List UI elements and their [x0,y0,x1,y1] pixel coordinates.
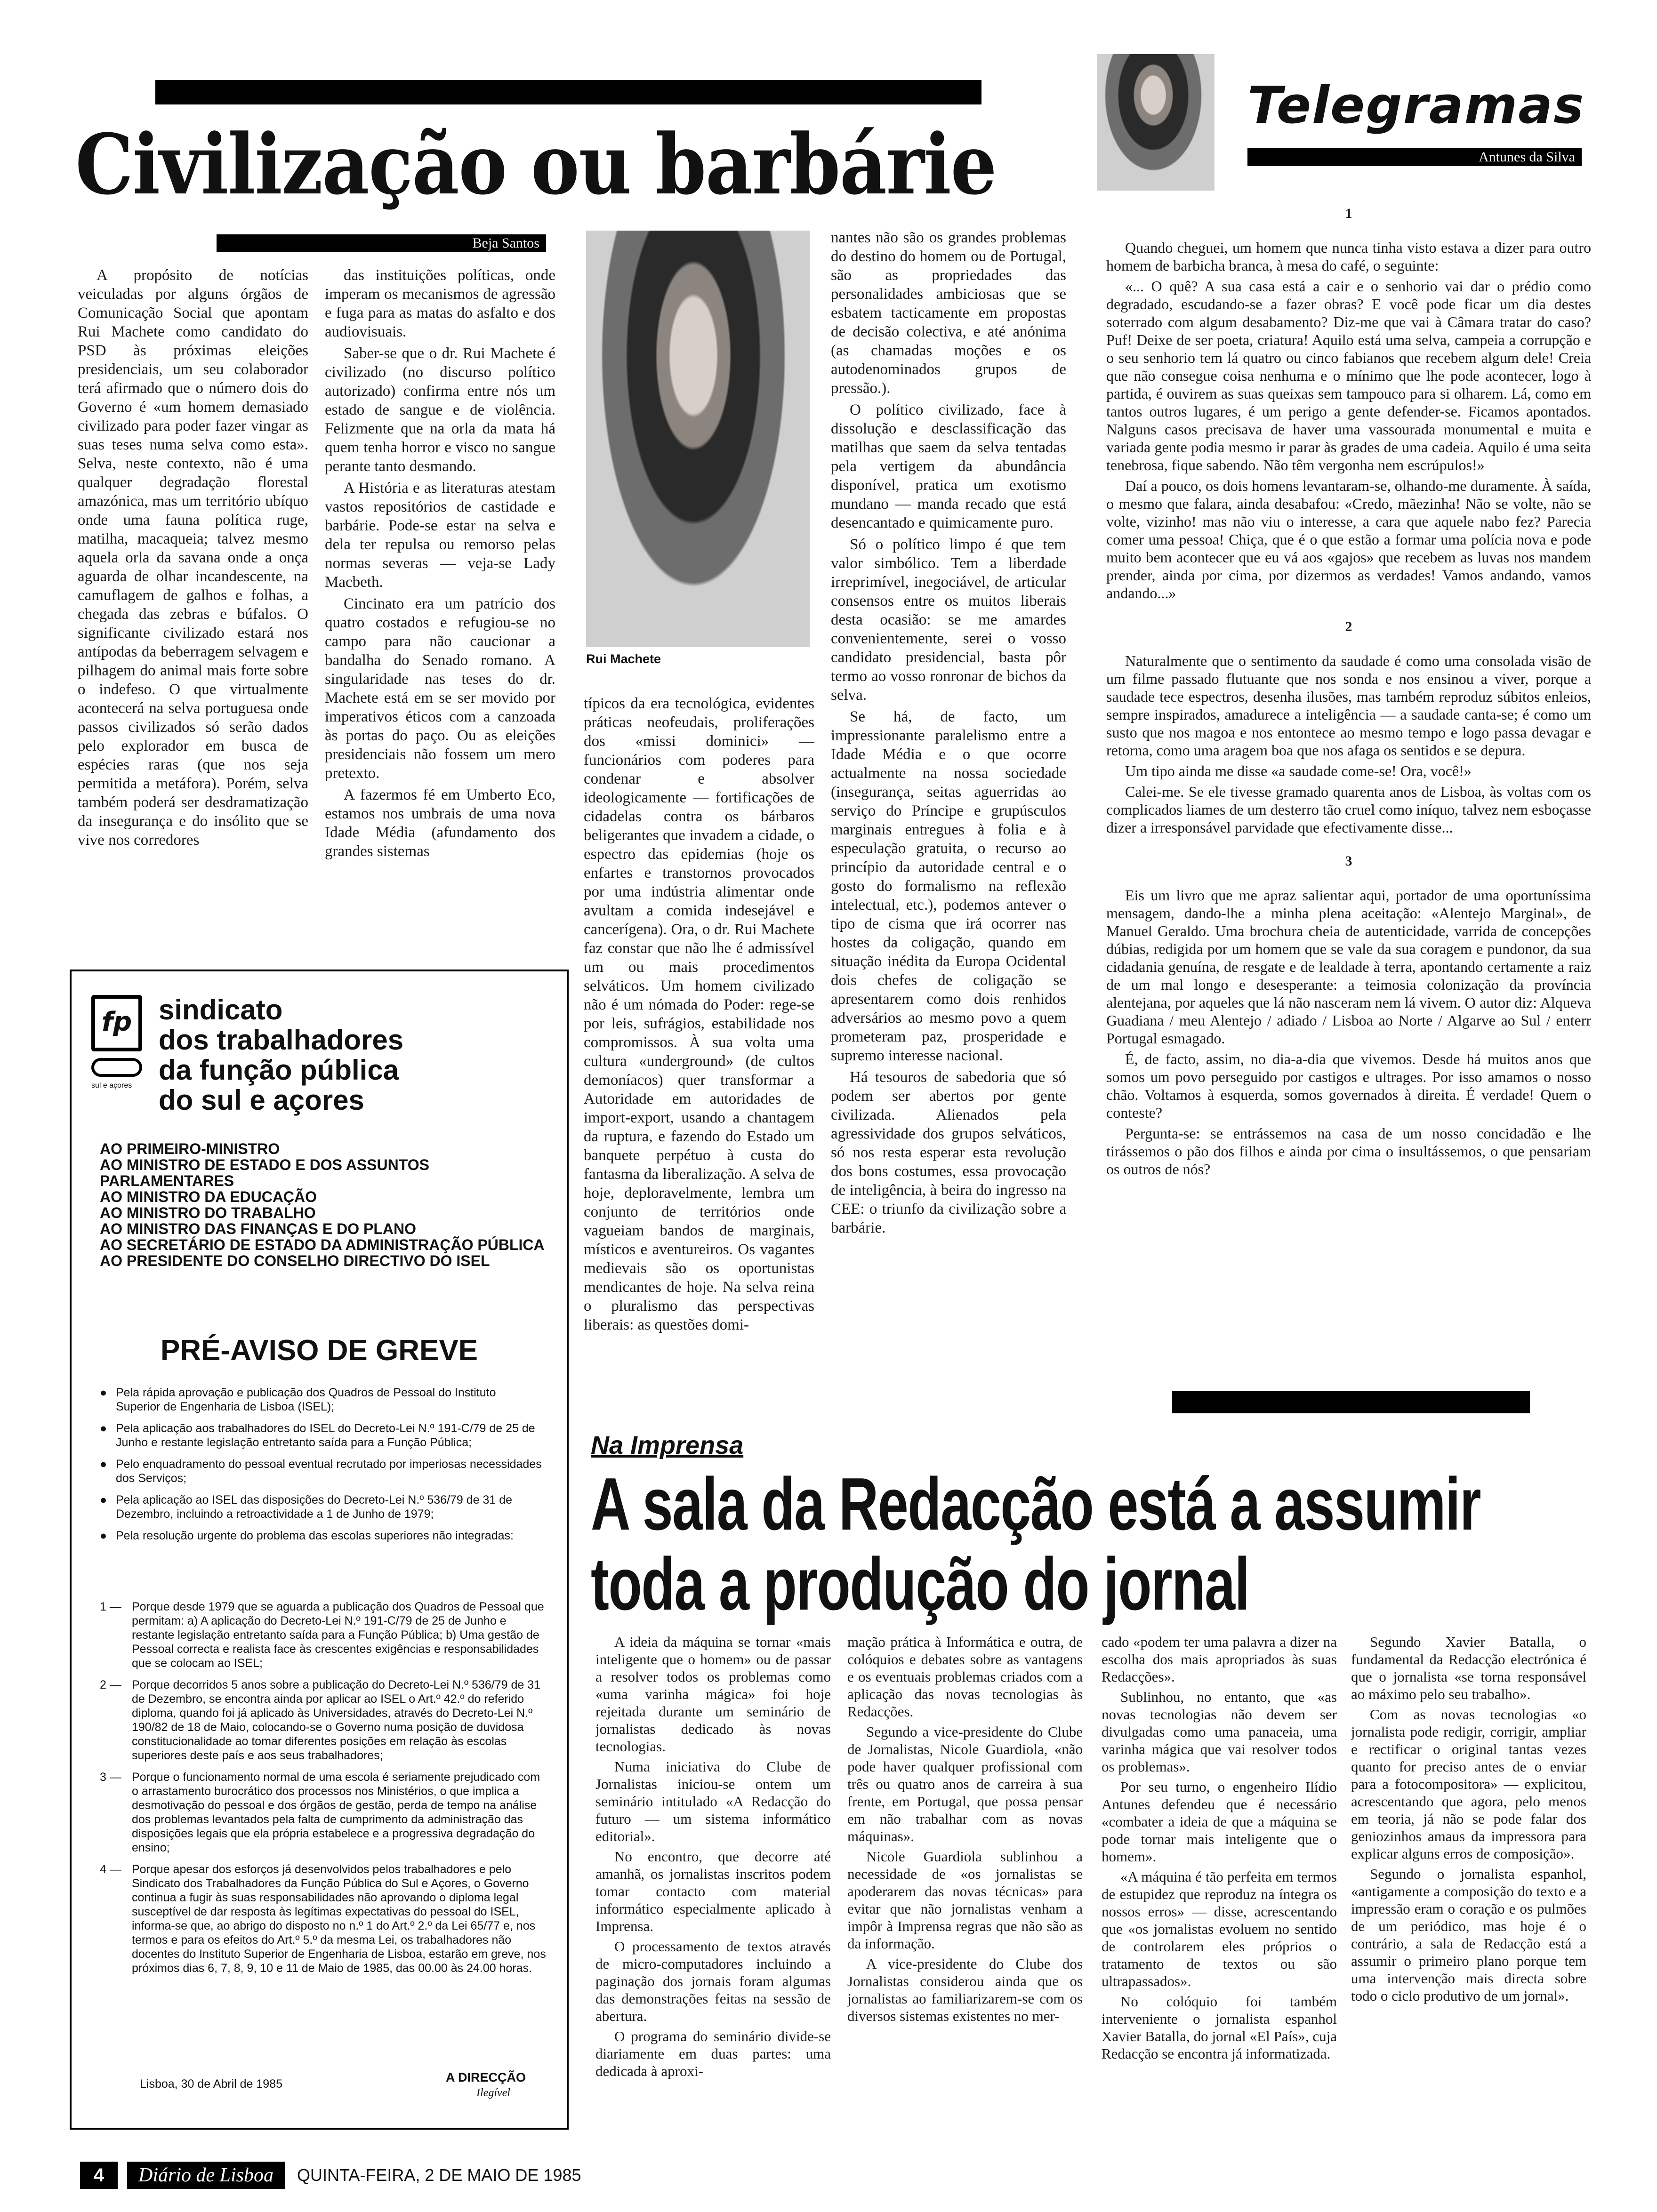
paragraph: Numa iniciativa do Clube de Jornalistas iniciou-se ontem um seminário intitulado «A Redacção do futuro — um sistema informático editorial». [595,1758,831,1844]
imprensa-headline-line-2: toda a produção do jornal [591,1543,1249,1626]
union-name [159,995,403,1115]
paragraph: das instituições políticas, onde imperam os mecanismos de agressão e fuga para as matas do asfalto e dos audiovisuais. [325,267,555,340]
page-footer [80,2160,1586,2190]
paragraph: Cincinato era um patrício dos quatro costados e refugiou-se no campo para não caucionar a bandalha do Senado romano. A singularidade nas teses do dr. Machete está em se ser movido por imperativos éticos com a canzoada às portas do paço. Ou as eleições presidenciais não fossem um mero pretexto. [325,595,555,782]
imprensa-headline-line-1: A sala da Redacção está a assumir [591,1463,1481,1546]
paragraph: Nicole Guardiola sublinhou a necessidade de «os jornalistas se apoderarem das novas técnicas» para evitar que não jornalistas venham a impôr à Imprensa regras que não são as da informação. [847,1848,1083,1952]
paragraph: cado «podem ter uma palavra a dizer na escolha dos mais apropriados às suas Redacções». [1102,1634,1337,1685]
reason-item: 3 — Porque o funcionamento normal de uma escola é seriamente prejudicado com o arrastamento burocrático dos processos nos Ministérios, o que implica a desmotivação do pessoal e dos órgãos de gestão, perda de tempo na análise dos problemas levantados pela falta de cumprimento da administração das disposições legais que ela própria estabelece e a progressiva degradação do ensino; [100,1771,540,1854]
bullet-item: ● Pela aplicação ao ISEL das disposições do Decreto-Lei N.º 536/79 de 31 de Dezembro, incluindo a retroactividade a 1 de Junho de 1979; [100,1493,513,1521]
telegramas-title: Telegramas [1247,76,1585,135]
masthead: Diário de Lisboa [127,2162,285,2189]
paragraph: Calei-me. Se ele tivesse gramado quarenta anos de Lisboa, às voltas com os complicados liames de um desterro tão cruel como iníquo, talvez nem esboçasse dizer a irresponsável parvidade que efectivamente disse... [1106,783,1591,836]
bullet-item: ● Pela rápida aprovação e publicação dos Quadros de Pessoal do Instituto Superior de Engenharia de Lisboa (ISEL); [100,1386,496,1413]
main-headline: Civilização ou barbárie [75,116,997,213]
main-byline: Beja Santos [217,234,546,252]
signature-note: Ilegível [476,2087,510,2099]
fp-logo-icon: fp [91,995,142,1051]
recipient: AO MINISTRO DA EDUCAÇÃO [100,1188,317,1205]
union-name-line: da função pública [159,1054,399,1086]
paragraph: Por seu turno, o engenheiro Ilídio Antunes defendeu que é necessário «combater a ideia de que a máquina se pode tornar mais inteligente que o homem». [1102,1779,1337,1865]
bullet-item: ● Pela resolução urgente do problema das escolas superiores não integradas: [100,1529,514,1542]
paragraph: Se há, de facto, um impressionante paralelismo entre a Idade Média e o que ocorre actualmente na nossa sociedade (insegurança, seitas aguerridas ao serviço do Príncipe e grupúsculos marginais entregues à folia e à especulação gratuita, o recurso ao princípio da autoridade central e o gosto do formalismo na reflexão intelectual, etc.), podemos antever o tipo de cisma que irá ocorrer nas hostes da coligação, quando em situação inédita da Europa Ocidental dois chefes de coligação se apresentarem como dois renhidos adversários ao mesmo povo a quem prometeram paz, prosperidade e supremo interesse nacional. [831,708,1066,1064]
paragraph: Com as novas tecnologias «o jornalista pode redigir, corrigir, ampliar e rectificar o original tantas vezes quanto for preciso antes de o enviar para a fotocompositora» — explicitou, acrescentando que agora, pelo menos em teoria, já não se pode falar dos geniozinhos amaus da impressora para explicar alguns erros de composição». [1351,1706,1586,1862]
logo-subtitle: sul e açores [91,1082,132,1090]
paragraph: típicos da era tecnológica, evidentes práticas neofeudais, proliferações dos «missi dominici» — funcionários com poderes para condenar e absolver ideologicamente — fortificações de cidadelas contra os bárbaros beligerantes que invadem a cidade, o espectro das epidemias (hoje os enfartes e transtornos provocados por uma indústria alimentar onde avultam a comida indesejável e cancerígena). Ora, o dr. Rui Machete faz constar que não lhe é admissível um ou mais procedimentos selváticos. Um homem civilizado não é um nómada do Poder: rege-se por leis, sufrágios, estabilidade nos compromissos. À sua volta uma cultura «underground» (de cultos demoníacos) quer transformar a Autoridade em autoridades de import-export, usando a chantagem da ruptura, e fazendo do Estado um banquete perpétuo à custa do fantasma da liberalização. A selva de hoje, deploravelmente, lembra um conjunto de territórios onde vagueiam bandos de marginais, místicos e aventureiros. Os vagantes medievais são os oportunistas mendicantes de hoje. Na selva reina o pluralismo das perspectivas liberais: as questões domi- [584,695,814,1333]
page-number: 4 [80,2162,118,2189]
paragraph: nantes não são os grandes problemas do destino do homem ou de Portugal, são as propriedades das personalidades ambiciosas que se esbatem tacticamente em propostas de decisão colectiva, e até anónima (as chamadas moções e os autodenominados grupos de pressão.). [831,229,1066,397]
paragraph: O programa do seminário divide-se diariamente em duas partes: uma dedicada à aproxi- [595,2028,831,2079]
paragraph: É, de facto, assim, no dia-a-dia que vivemos. Desde há muitos anos que somos um povo perseguido por castigos e ultrages. Por isso amamos o nosso chão. Voltamos à esquerda, somos governados à direita. É verdade! Quem o conteste? [1106,1050,1591,1121]
paragraph: A propósito de notícias veiculadas por alguns órgãos de Comunicação Social que apontam Rui Machete como candidato do PSD às próximas eleições presidenciais, um seu colaborador terá afirmado que o número dois do Governo é «um homem demasiado civilizado para poder fazer vingar as suas teses numa selva como esta». Selva, neste contexto, não é uma qualquer degradação florestal amazónica, mas um território ubíquo onde uma fauna política ruge, matilha, macaqueia; talvez mesmo aquela orla da savana onde a onça aguarda de olhar incandescente, na camuflagem de galhos e folhas, a chegada das zebras e búfalos. O significante civilizado estará nos antípodas da beberragem selvagem e pilhagem do animal mais forte sobre o indefeso. O que virtualmente acontecerá na selva portuguesa onde passos civilizados só serão dados pelo explorador em busca de espécies raras (que nos seja permitida a metáfora). Porém, selva também poderá ser desdramatização da insegurança e do insólito que se vive nos corredores [78,267,308,849]
paragraph: A História e as literaturas atestam vastos repositórios de castidade e barbárie. Pode-se estar na selva e dela ter repulsa ou remorso pelas normas severas — veja-se Lady Macbeth. [325,480,555,591]
imprensa-col-1 [595,1633,831,2127]
section-kicker: Na Imprensa [591,1431,744,1459]
photo-caption: Rui Machete [586,652,661,666]
numbered-reasons [100,1600,547,1983]
strike-notice-box [70,970,569,2130]
paragraph: Só o político limpo é que tem valor simbólico. Tem a liberdade irreprimível, inegociável, de articular consensos entre os muitos liberais desta ocasião: se me amardes convenientemente, serei o vosso candidato presidencial, basta pôr termo ao vosso ronronar de bichos da selva. [831,536,1066,704]
paragraph: Naturalmente que o sentimento da saudade é como uma consolada visão de um filme passado flutuante que nos sonda e nos ensinou a viver, porque a saudade tece espectros, desenha ilusões, mas também reproduz súbitos enleios, sempre inspirados, amadurece a inteligência — a saudade canta-se; é como um susto que nos magoa e nos entontece ao mesmo tempo e logo passa devagar e retorna, como uma aragem boa que nos afaga os sentidos e se depura. [1106,652,1591,759]
paragraph: Pergunta-se: se entrássemos na casa de um nosso concidadão e lhe tirássemos o pão dos filhos e ainda por cima o insultássemos, o que pensariam os outros de nós? [1106,1125,1591,1178]
telegramas-end-rule [1172,1391,1530,1413]
antunes-silva-photo [1097,54,1215,191]
section-number: 3 [1345,853,1352,869]
paragraph: Daí a pouco, os dois homens levantaram-se, olhando-me duramente. À saída, o mesmo que falara, ainda desabafou: «Credo, mãezinha! Não se volte, não se volte, vizinho! mas não viu o interesse, a cara que aquele nabo fez? Parecia comer uma pessoa! Chiça, que é o que estão a formar uma polícia nova e pode muito bem acontecer que eu vá aos «gajos» que recebem as luvas nos mandem prender, ainda por cima, por dizermos as verdades! Vamos andando, vamos andando...» [1106,477,1591,601]
main-col-2 [325,266,555,939]
union-name-line: sindicato [159,994,283,1026]
paragraph: Eis um livro que me apraz salientar aqui, portador de uma oportuníssima mensagem, dando-lhe a minha plena aceitação: «Alentejo Marginal», de Manuel Geraldo. Uma brochura cheia de autenticidade, varrida de concepções dúbias, redigida por um homem que se vale da sua coragem e pundonor, da sua cidadania genuína, de resgate e de lealdade à terra, apontando certamente a raiz de um mal longo e desesperante: a teimosia colonização da província alentejana, por aqueles que lá não nasceram nem lá vivem. O autor diz: Alqueva Guadiana / meu Alentejo / adiado / Lisboa ao Norte / Algarve ao Sul / enterr Portugal esmagado. [1106,887,1591,1047]
chain-emblem-icon [91,1058,142,1077]
telegramas-body [1106,205,1591,1391]
paragraph: No encontro, que decorre até amanhã, os jornalistas inscritos podem tomar contacto com material informático especialmente aplicado à Imprensa. [595,1848,831,1934]
telegramas-byline: Antunes da Silva [1247,148,1582,166]
recipient: AO MINISTRO DO TRABALHO [100,1204,316,1221]
recipient: AO MINISTRO DAS FINANÇAS E DO PLANO [100,1220,417,1237]
paragraph: A fazermos fé em Umberto Eco, estamos nos umbrais de uma nova Idade Média (afundamento dos grandes sistemas [325,786,555,860]
imprensa-col-2 [847,1633,1083,2127]
notice-bullets [100,1386,542,1550]
paragraph: Segundo o jornalista espanhol, «antigamente a composição do texto e a impressão eram o coração e os pulmões de um periódico, mas hoje é o contrário, a sala de Redacção está a assumir o primeiro plano porque tem uma intervenção mais directa sobre todo o ciclo produtivo de um jornal». [1351,1866,1586,2004]
paragraph: «A máquina é tão perfeita em termos de estupidez que reproduz na íntegra os nossos erros» — disse, acrescentando que «os jornalistas evoluem no sentido de controlarem eles próprios o tratamento de textos ou são ultrapassados». [1102,1868,1337,1989]
main-col-4 [831,228,1066,1414]
bullet-item: ● Pela aplicação aos trabalhadores do ISEL do Decreto-Lei N.º 191-C/79 de 25 de Junho e restante legislação entretanto saída para a Função Pública; [100,1422,535,1449]
bullet-item: ● Pelo enquadramento do pessoal eventual recrutado por imperiosas necessidades dos Serviços; [100,1458,542,1485]
rui-machete-photo [586,231,810,647]
reason-item: 1 — Porque desde 1979 que se aguarda a publicação dos Quadros de Pessoal que permitam: a) A aplicação do Decreto-Lei N.º 191-C/79 de 25 de Junho e restante legislação entretanto saída para a Função Pública; b) Uma gestão de Pessoal correcta e realista face às crescentes exigências e responsabilidades que se colocam ao ISEL; [100,1600,544,1670]
paragraph: Sublinhou, no entanto, que «as novas tecnologias não devem ser divulgadas como uma panaceia, uma varinha mágica que vai resolver todos os problemas». [1102,1689,1337,1775]
recipient: AO SECRETÁRIO DE ESTADO DA ADMINISTRAÇÃO PÚBLICA [100,1236,545,1253]
paragraph: «... O quê? A sua casa está a cair e o senhorio vai dar o prédio como degradado, escudando-se a fazer obras? E você pode ficar um dia destes soterrado com algum desabamento? Diz-me que vai à Câmara tratar do caso? Puf! Deixe de ser poeta, criatura! Aquilo está uma selva, campeia a corrupção e o seu senhorio tem lá quatro ou cinco fabianos que recebem algum dele! Creia que não consegue coisa nenhuma e o mínimo que lhe pode acontecer, logo à partida, é ouvirem as suas queixas sem tampouco para si olharem. Lá, como em tantos outros lugares, é um perigo a gente defender-se. Ficamos apontados. Nalguns casos precisava de haver uma vassourada monumental e muita e variada gente podia mesmo ir parar às grades de uma cadeia. Aquilo é uma seita tenebrosa, fique sabendo. Não têm vergonha nem escrúpulos!» [1106,278,1591,473]
paragraph: Saber-se que o dr. Rui Machete é civilizado (no discurso político autorizado) confirma entre nós um estado de sangue e de violência. Felizmente que na orla da mata há quem tenha horror e visco no sangue perante tanto desmando. [325,345,555,475]
recipient: AO PRESIDENTE DO CONSELHO DIRECTIVO DO ISEL [100,1252,490,1269]
imprensa-col-3 [1102,1633,1337,2127]
section-number: 1 [1345,206,1352,221]
recipient: AO MINISTRO DE ESTADO E DOS ASSUNTOS PARLAMENTARES [100,1156,429,1189]
union-name-line: dos trabalhadores [159,1024,404,1056]
paragraph: Segundo a vice-presidente do Clube de Jornalistas, Nicole Guardiola, «não pode haver qualquer profissional com três ou quatro anos de carreira à sua frente, em Portugal, que possa pensar em não trabalhar com as novas máquinas». [847,1723,1083,1844]
notice-title: PRÉ-AVISO DE GREVE [160,1334,478,1367]
paragraph: A vice-presidente do Clube dos Jornalistas considerou ainda que os jornalistas ao familiarizarem-se com os diversos sistemas existentes no mer- [847,1956,1083,2024]
main-col-1 [78,266,308,939]
reason-item: 4 — Porque apesar dos esforços já desenvolvidos pelos trabalhadores e pelo Sindicato dos Trabalhadores da Função Pública do Sul e Açores, o Governo continua a fugir às suas responsabilidades não aprovando o diploma legal susceptível de dar resposta às legítimas expectativas do pessoal do ISEL, informa-se que, ao abrigo do disposto no n.º 1 do Art.º 2.º da Lei 65/77 e, nos termos e para os efeitos do Art.º 5.º da mesma Lei, os trabalhadores não docentes do Instituto Superior de Engenharia de Lisboa, estarão em greve, nos próximos dias 6, 7, 8, 9, 10 e 11 de Maio de 1985, das 00.00 às 24.00 horas. [100,1863,546,1975]
union-name-line: do sul e açores [159,1084,364,1116]
paragraph: Há tesouros de sabedoria que só podem ser abertos por gente civilizada. Alienados pela agressividade dos grupos selváticos, só nos resta esperar esta revolução dos bons costumes, essa provocação de inteligência, à beira do ingresso na CEE: o triunfo da civilização sobre a barbárie. [831,1069,1066,1236]
paragraph: A ideia da máquina se tornar «mais inteligente que o homem» ou de passar a resolver todos os problemas como «uma varinha mágica» foi hoje rejeitada durante um seminário de jornalistas dedicado às novas tecnologias. [595,1634,831,1755]
paragraph: O processamento de textos através de micro-computadores incluindo a paginação dos jornais foram algumas das demonstrações feitas na sessão de abertura. [595,1938,831,2024]
section-number: 2 [1345,619,1352,634]
notice-date: Lisboa, 30 de Abril de 1985 [140,2077,283,2091]
paragraph: mação prática à Informática e outra, de colóquios e debates sobre as vantagens e os eventuais problemas criados com a aplicação das novas tecnologias às Redacções. [847,1634,1083,1720]
signature-title: A DIRECÇÃO [446,2070,526,2084]
paragraph: Um tipo ainda me disse «a saudade come-se! Ora, você!» [1125,762,1472,779]
imprensa-col-4 [1351,1633,1586,2127]
paragraph: No colóquio foi também interveniente o jornalista espanhol Xavier Batalla, do jornal «El País», cuja Redacção se encontra já informatizada. [1102,1993,1337,2062]
reason-item: 2 — Porque decorridos 5 anos sobre a publicação do Decreto-Lei N.º 536/79 de 31 de Dezembro, se encontra ainda por aplicar ao ISEL o Art.º 42.º do referido diploma, quando foi já aplicado às Universidades, através do Decreto-Lei N.º 190/82 de 18 de Maio, colocando-se o Governo numa posição de duvidosa constitucionalidade ao tomar diferentes posições em relação às escolas superiores deste país e aos seus trabalhadores; [100,1678,541,1762]
recipients-list [100,1141,552,1269]
union-logo [91,995,148,1098]
issue-date: QUINTA-FEIRA, 2 DE MAIO DE 1985 [297,2165,581,2185]
paragraph: Segundo Xavier Batalla, o fundamental da Redacção electrónica é que o jornalista «se torna responsável ao máximo pelo seu trabalho». [1351,1634,1586,1702]
main-col-3 [584,694,814,1414]
paragraph: Quando cheguei, um homem que nunca tinha visto estava a dizer para outro homem de barbicha branca, à mesa do café, o seguinte: [1106,239,1591,274]
paragraph: O político civilizado, face à dissolução e desclassificação das matilhas que saem da selva tentadas pela vertigem da abundância disponível, pratica um exotismo mundano — manda recado que está desencantado e quimicamente puro. [831,401,1066,531]
recipient: AO PRIMEIRO-MINISTRO [100,1140,280,1157]
headline-rule [155,80,981,104]
